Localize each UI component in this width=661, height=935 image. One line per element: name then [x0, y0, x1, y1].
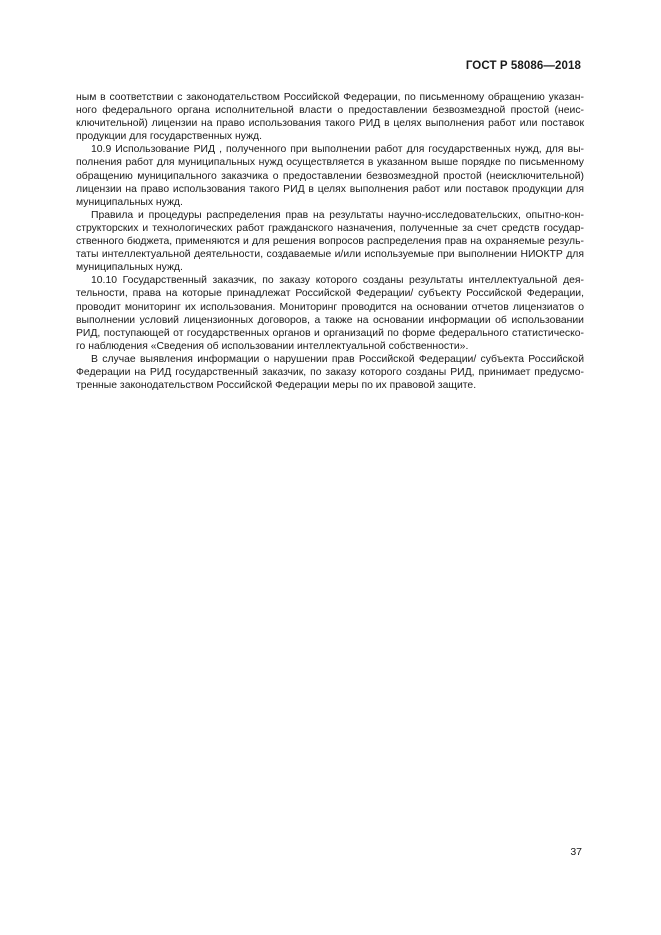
text-line: обращению муниципального заказчика о предоставлении безвозмездной простой (неисключительной) — [76, 170, 584, 182]
document-standard-header: ГОСТ Р 58086—2018 — [465, 60, 581, 72]
text-line: муниципальных нужд. — [76, 262, 183, 274]
page-number: 37 — [570, 846, 582, 858]
text-line: РИД, поступающей от государственных органов и организаций по форме федерального статистическо- — [76, 327, 584, 339]
text-line: полнения работ для муниципальных нужд осуществляется в указанном выше порядке по письменному — [76, 157, 584, 169]
text-line: Правила и процедуры распределения прав на результаты научно-исследовательских, опытно-кон- — [91, 209, 584, 221]
text-line: В случае выявления информации о нарушении прав Российской Федерации/ субъекта Российской — [91, 353, 584, 365]
text-line: 10.10 Государственный заказчик, по заказу которого созданы результаты интеллектуальной дея- — [91, 275, 584, 287]
text-line: структорских и технологических работ гражданского назначения, полученные за счет средств государ- — [76, 222, 584, 234]
text-line: таты интеллектуальной деятельности, создаваемые и/или используемые при выполнении НИОКТР для — [76, 249, 584, 261]
text-line: ключительной) лицензии на право использования такого РИД в целях выполнения работ или поставок — [76, 118, 584, 130]
text-line: ственного бюджета, применяются и для решения вопросов распределения прав на охраняемые резуль- — [76, 236, 584, 248]
text-line: ного федерального органа исполнительной власти о предоставлении безвозмездной простой (неис- — [76, 105, 584, 117]
text-line: тельности, права на которые принадлежат Российской Федерации/ субъекту Российской Федерации, — [76, 288, 584, 300]
document-body — [76, 91, 584, 392]
text-line: выполнении условий лицензионных договоров, а также на основании информации об использовании — [76, 314, 584, 326]
text-line: муниципальных нужд. — [76, 196, 183, 208]
text-line: 10.9 Использование РИД , полученного при выполнении работ для государственных нужд, для вы- — [91, 144, 584, 156]
text-line: лицензии на право использования такого РИД в целях выполнения работ или поставок продукции для — [76, 183, 584, 195]
text-line: ным в соответствии с законодательством Российской Федерации, по письменному обращению указан- — [76, 92, 584, 103]
text-line: го наблюдения «Сведения об использовании интеллектуальной собственности». — [76, 340, 469, 352]
text-line: тренные законодательством Российской Федерации меры по их правовой защите. — [76, 380, 477, 392]
text-line: Федерации на РИД государственный заказчик, по заказу которого созданы РИД, принимает предусмо- — [76, 366, 584, 378]
text-line: продукции для государственных нужд. — [76, 131, 262, 143]
text-line: проводит мониторинг их использования. Мониторинг проводится на основании отчетов лицензиатов о — [76, 301, 584, 313]
